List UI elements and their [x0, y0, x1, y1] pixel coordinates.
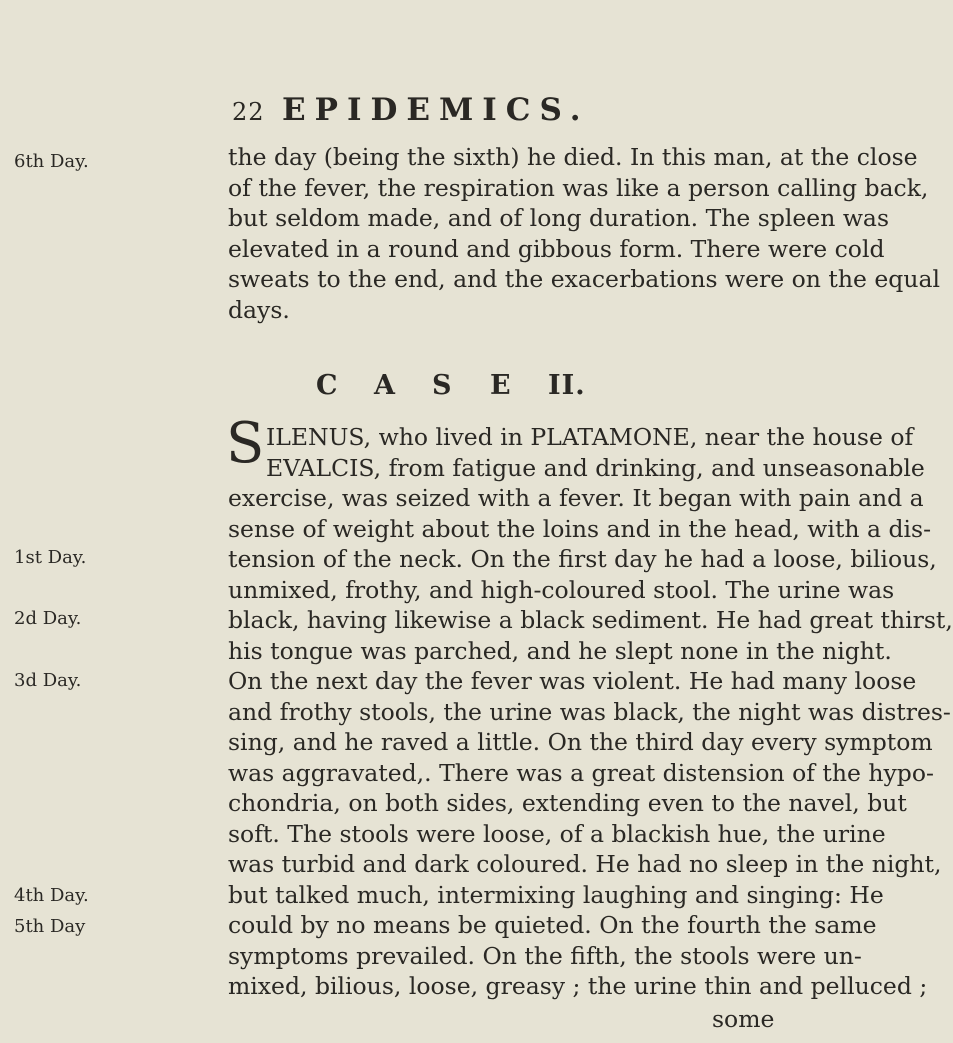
- case-heading: [0, 370, 800, 406]
- case-heading-letter: C: [316, 370, 339, 401]
- paragraph-continued: [228, 142, 940, 325]
- margin-note-3d-day: 3d Day.: [14, 670, 82, 691]
- text-line: soft. The stools were loose, of a blackish hue, the urine: [228, 819, 886, 848]
- case-heading-letter: E: [490, 370, 512, 401]
- margin-note-6th-day: 6th Day.: [14, 151, 89, 172]
- text-line: exercise, was seized with a fever. It began with pain and a: [228, 484, 924, 512]
- margin-note-1st-day: 1st Day.: [14, 547, 87, 568]
- text-line: sing, and he raved a little. On the third day every symptom: [228, 728, 933, 756]
- text-line: unmixed, frothy, and high-coloured stool. The urine was: [228, 575, 895, 604]
- text-line: black, having likewise a black sediment. He had great thirst,: [228, 606, 953, 634]
- text-line: his tongue was parched, and he slept none in the night.: [228, 636, 892, 665]
- text-line: but seldom made, and of long duration. The spleen was: [228, 204, 890, 232]
- margin-note-2d-day: 2d Day.: [14, 608, 82, 629]
- case-heading-letter: S: [432, 370, 453, 401]
- text-line: EVALCIS, from fatigue and drinking, and unseasonable: [266, 453, 925, 482]
- catchword: some: [712, 1005, 775, 1033]
- text-line: elevated in a round and gibbous form. There were cold: [228, 234, 885, 263]
- text-line: was aggravated,. There was a great distension of the hypo-: [228, 758, 934, 787]
- drop-cap: S: [226, 411, 265, 476]
- case-heading-letter: A: [374, 370, 396, 401]
- page-number: 22: [232, 98, 265, 126]
- text-line: the day (being the sixth) he died. In this man, at the close: [228, 143, 918, 171]
- text-line: sweats to the end, and the exacerbations were on the equal: [228, 265, 940, 293]
- text-line: mixed, bilious, loose, greasy ; the urine thin and pelluced ;: [228, 972, 928, 1000]
- text-line: days.: [228, 295, 290, 324]
- text-line: tension of the neck. On the first day he had a loose, bilious,: [228, 545, 937, 573]
- text-line: sense of weight about the loins and in the head, with a dis-: [228, 514, 932, 543]
- text-line: was turbid and dark coloured. He had no sleep in the night,: [228, 850, 942, 878]
- text-line: and frothy stools, the urine was black, the night was distres-: [228, 697, 951, 726]
- text-line: On the next day the fever was violent. He had many loose: [228, 667, 917, 695]
- margin-note-5th-day: 5th Day: [14, 916, 86, 937]
- margin-note-4th-day: 4th Day.: [14, 885, 89, 906]
- text-line: could by no means be quieted. On the fourth the same: [228, 911, 877, 939]
- page-header: [0, 92, 800, 132]
- text-line: symptoms prevailed. On the fifth, the stools were un-: [228, 941, 862, 970]
- case-paragraph: [228, 422, 953, 1002]
- text-line: but talked much, intermixing laughing and singing: He: [228, 880, 884, 909]
- text-line: of the fever, the respiration was like a person calling back,: [228, 173, 929, 202]
- text-line: chondria, on both sides, extending even to the navel, but: [228, 789, 907, 817]
- text-line: ILENUS, who lived in PLATAMONE, near the house of: [266, 423, 914, 451]
- running-title: EPIDEMICS.: [282, 92, 590, 128]
- case-heading-number: II.: [548, 370, 586, 401]
